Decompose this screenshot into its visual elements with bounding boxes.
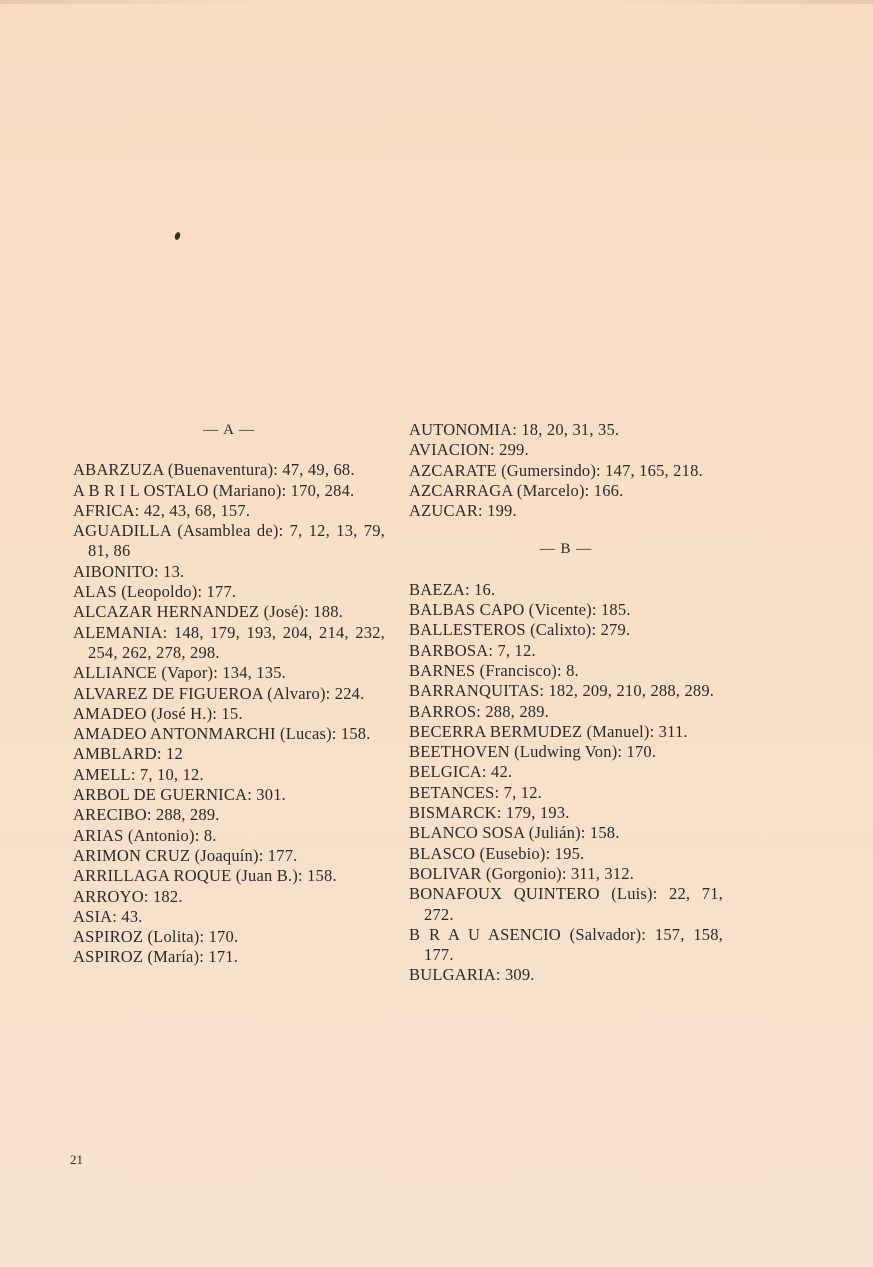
index-entry: A B R I L OSTALO (Mariano): 170, 284. — [73, 480, 355, 500]
index-entry: BALLESTEROS (Calixto): 279. — [409, 620, 631, 640]
index-entry: BLASCO (Eusebio): 195. — [409, 843, 585, 863]
index-entry: BLANCO SOSA (Julián): 158. — [409, 823, 620, 843]
page-number: 21 — [70, 1152, 83, 1167]
index-column-right — [409, 420, 723, 986]
index-entry: BARRANQUITAS: 182, 209, 210, 288, 289. — [409, 681, 715, 701]
index-entry: BULGARIA: 309. — [409, 965, 535, 985]
index-entry: ALCAZAR HERNANDEZ (José): 188. — [73, 602, 343, 622]
entry-list-a-continued — [409, 420, 723, 521]
index-entry: ALVAREZ DE FIGUEROA (Alvaro): 224. — [73, 683, 365, 703]
index-entry: BEETHOVEN (Ludwing Von): 170. — [409, 742, 657, 762]
index-entry: ARROYO: 182. — [73, 886, 183, 906]
index-entry: ARECIBO: 288, 289. — [73, 805, 220, 825]
index-entry: ARIAS (Antonio): 8. — [73, 825, 217, 845]
index-entry: AZUCAR: 199. — [409, 501, 517, 521]
index-entry: AGUADILLA (Asamblea de): 7, 12, 13, 79, 81, 86 — [73, 521, 385, 561]
index-entry: AUTONOMIA: 18, 20, 31, 35. — [409, 420, 620, 439]
index-entry: BELGICA: 42. — [409, 762, 513, 782]
section-heading-b: — B — — [539, 541, 593, 558]
index-entry: BARROS: 288, 289. — [409, 701, 550, 721]
index-entry: BISMARCK: 179, 193. — [409, 803, 570, 823]
index-entry: BAEZA: 16. — [409, 579, 496, 599]
ink-speck — [174, 231, 181, 240]
index-entry: ARIMON CRUZ (Joaquín): 177. — [73, 845, 298, 865]
index-entry: ASIA: 43. — [73, 906, 143, 926]
index-entry: ALAS (Leopoldo): 177. — [73, 582, 237, 602]
index-entry: AMADEO (José H.): 15. — [73, 703, 243, 723]
index-entry: AIBONITO: 13. — [73, 561, 185, 581]
entry-list-b — [409, 580, 723, 986]
index-entry: AZCARATE (Gumersindo): 147, 165, 218. — [409, 460, 703, 480]
index-entry: AMBLARD: 12 — [73, 744, 183, 764]
index-entry: BARNES (Francisco): 8. — [409, 660, 579, 680]
index-entry: AVIACION: 299. — [409, 440, 529, 460]
index-entry: BETANCES: 7, 12. — [409, 782, 542, 802]
section-heading-a: — A — — [203, 422, 255, 438]
index-entry: AZCARRAGA (Marcelo): 166. — [409, 480, 624, 500]
index-entry: AMELL: 7, 10, 12. — [73, 764, 204, 784]
index-entry: B R A U ASENCIO (Salvador): 157, 158, 177. — [409, 924, 723, 965]
index-entry: BOLIVAR (Gorgonio): 311, 312. — [409, 863, 635, 883]
section-spacer — [409, 521, 723, 539]
index-entry: AFRICA: 42, 43, 68, 157. — [73, 500, 251, 520]
index-entry: ASPIROZ (María): 171. — [73, 947, 239, 967]
scan-edge-shadow — [0, 0, 873, 4]
index-entry: ARRILLAGA ROQUE (Juan B.): 158. — [73, 866, 337, 886]
index-entry: BONAFOUX QUINTERO (Luis): 22, 71, 272. — [409, 884, 723, 924]
index-entry: BALBAS CAPO (Vicente): 185. — [409, 600, 631, 620]
index-entry: ASPIROZ (Lolita): 170. — [73, 927, 239, 947]
index-entry: ABARZUZA (Buenaventura): 47, 49, 68. — [73, 460, 355, 480]
index-entry: ALLIANCE (Vapor): 134, 135. — [73, 663, 286, 683]
index-entry: BECERRA BERMUDEZ (Manuel): 311. — [409, 721, 688, 741]
index-column-left — [73, 420, 385, 968]
entry-list-a — [73, 460, 385, 967]
index-entry: ALEMANIA: 148, 179, 193, 204, 214, 232, 254, 262, 278, 298. — [73, 622, 385, 662]
index-entry: ARBOL DE GUERNICA: 301. — [73, 785, 286, 805]
index-entry: AMADEO ANTONMARCHI (Lucas): 158. — [73, 724, 371, 744]
index-entry: BARBOSA: 7, 12. — [409, 640, 536, 660]
